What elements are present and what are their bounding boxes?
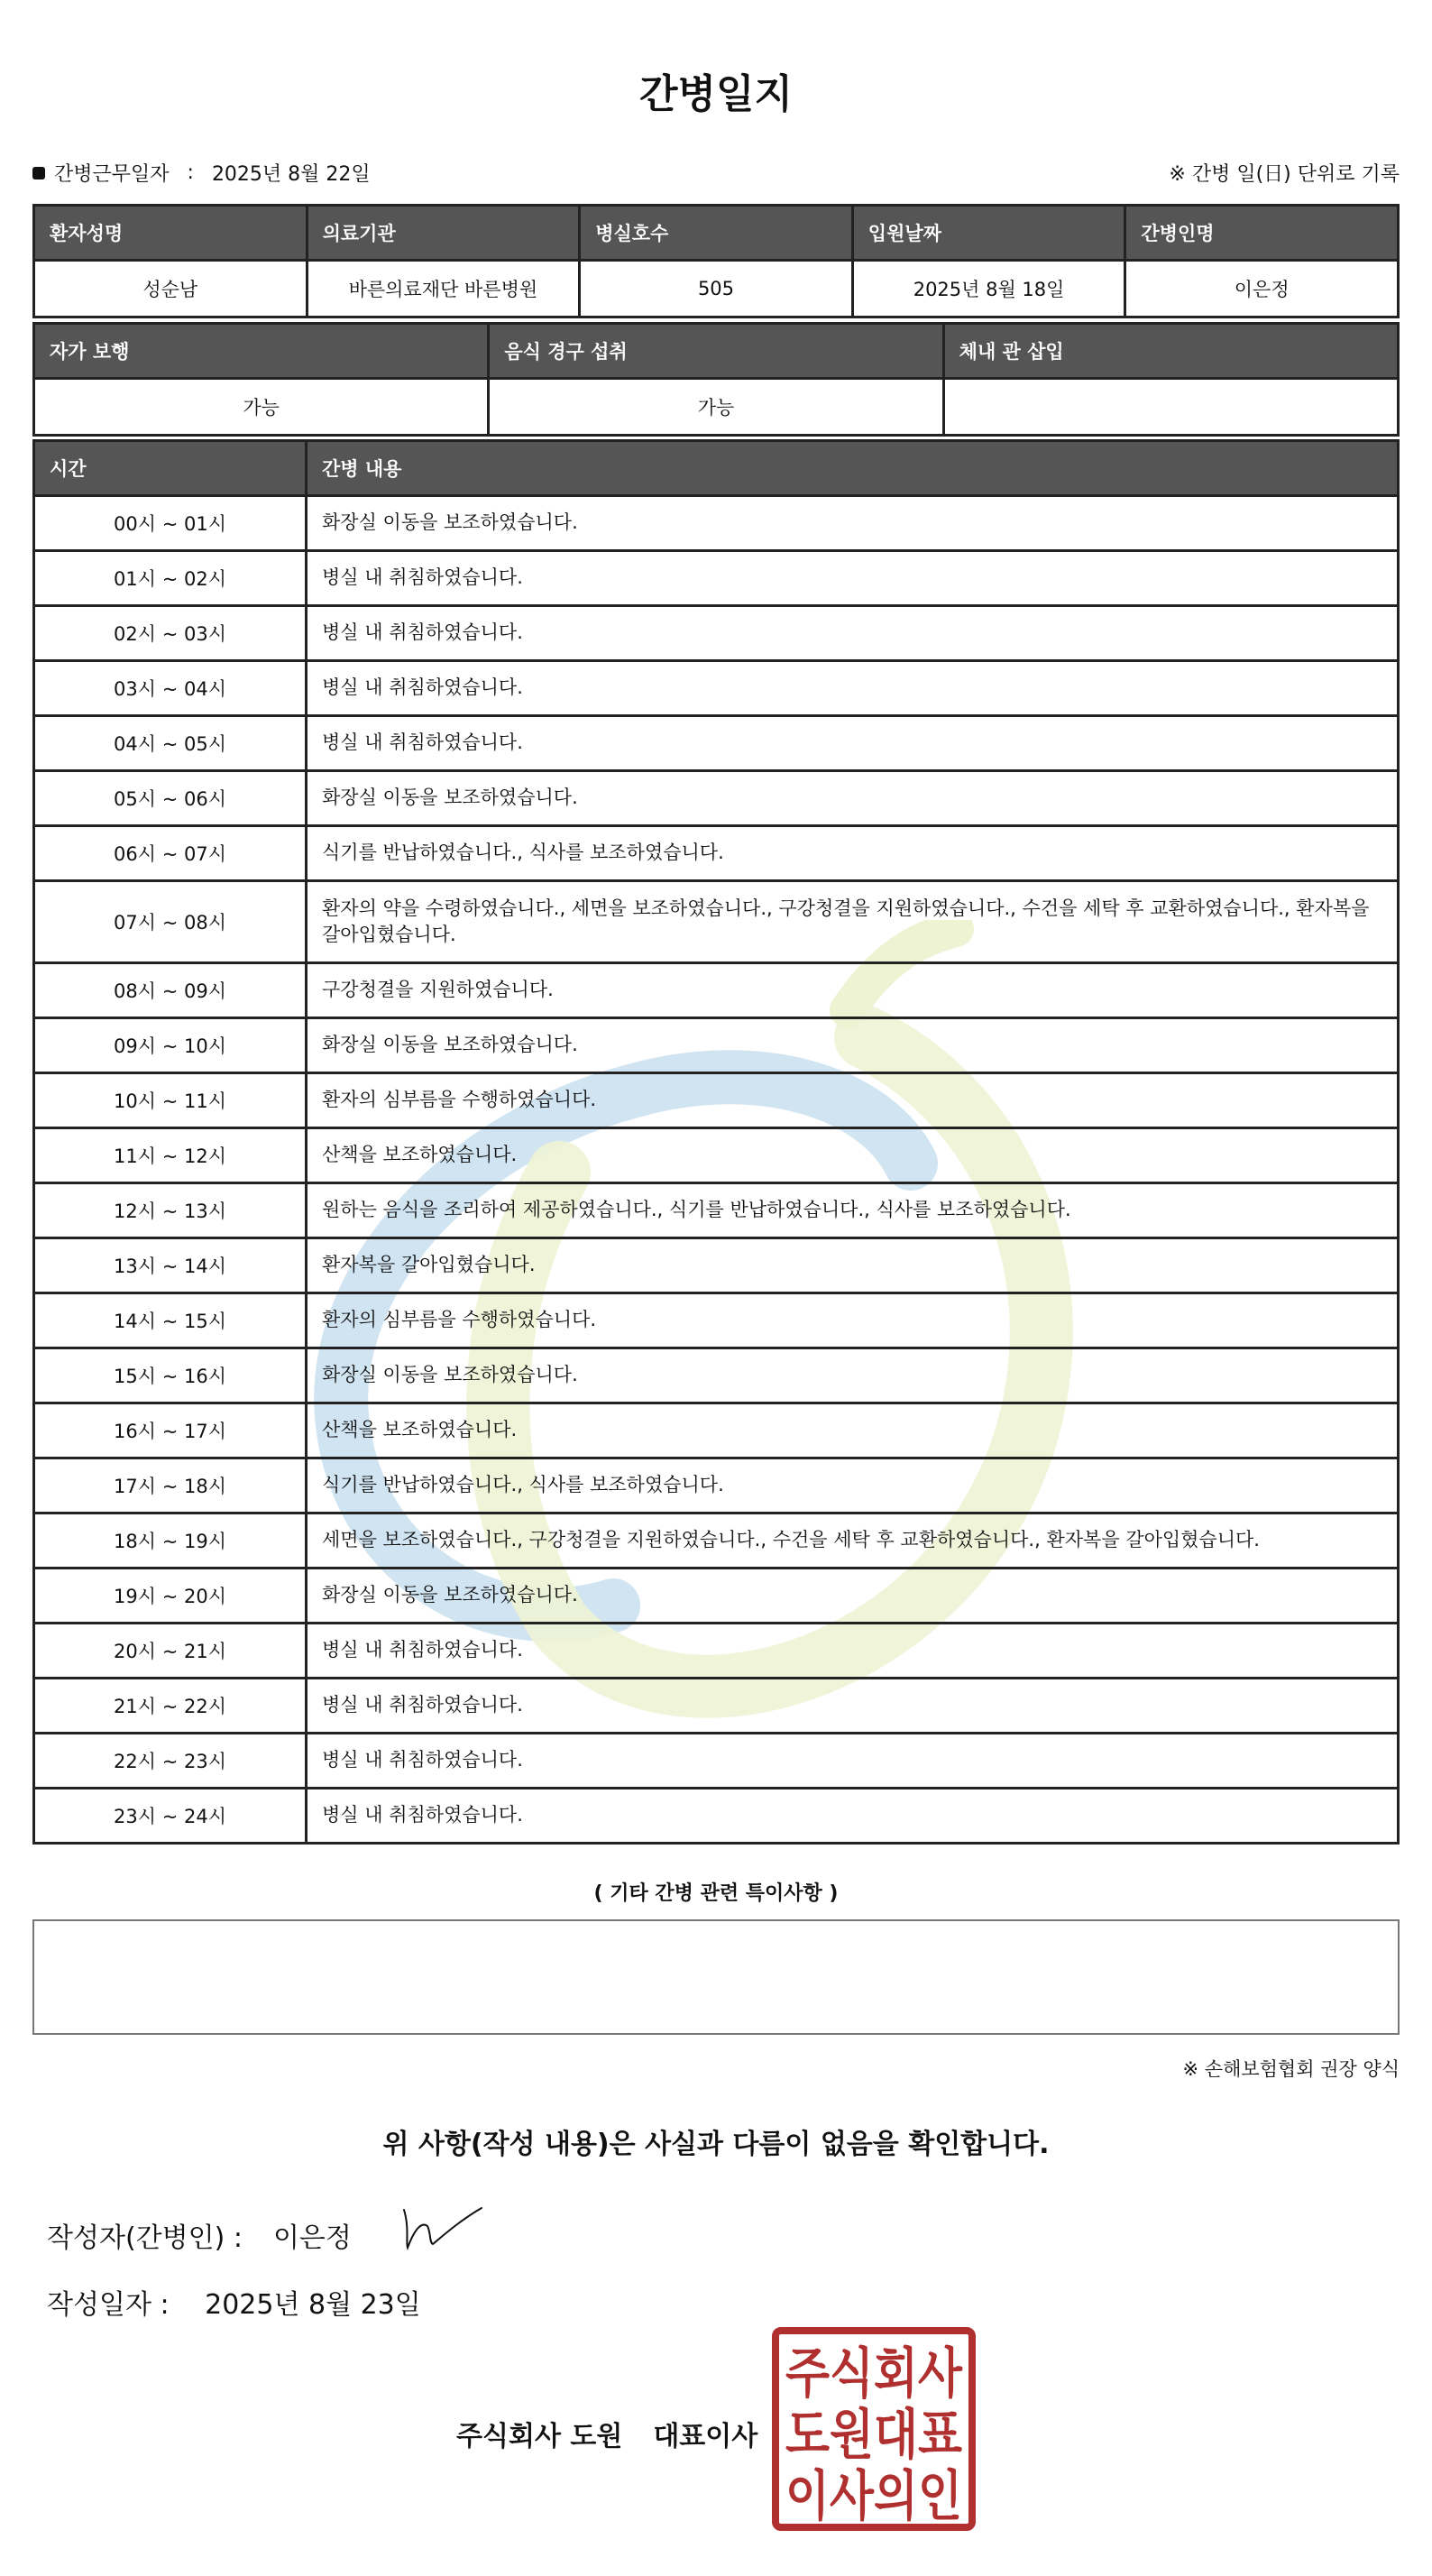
log-time-cell: 23시 ~ 24시 [34,1789,307,1844]
log-time-cell: 21시 ~ 22시 [34,1679,307,1734]
table-row [34,771,1399,826]
table-row [34,826,1399,881]
write-date-label: 작성일자 : [47,2289,170,2321]
log-content-cell: 병실 내 취침하였습니다. [307,1789,1399,1844]
record-note: ※ 간병 일(日) 단위로 기록 [1169,163,1400,186]
log-time-cell: 18시 ~ 19시 [34,1513,307,1569]
care-log-body [34,496,1399,1844]
room-number: 505 [580,261,853,317]
table-row [34,1403,1399,1458]
log-time-cell: 04시 ~ 05시 [34,716,307,771]
log-time-cell: 09시 ~ 10시 [34,1018,307,1073]
care-log-table [32,439,1400,1845]
log-content-cell: 병실 내 취침하였습니다. [307,1679,1399,1734]
table-row [34,551,1399,606]
log-time-cell: 13시 ~ 14시 [34,1238,307,1293]
table-row [34,1513,1399,1569]
header-care-content: 간병 내용 [307,441,1399,496]
hospital-name: 바른의료재단 바른병원 [307,261,580,317]
table-row [34,716,1399,771]
table-row [34,661,1399,716]
log-time-cell: 06시 ~ 07시 [34,826,307,881]
table-row [34,1073,1399,1128]
log-content-cell: 산책을 보조하였습니다. [307,1128,1399,1183]
log-content-cell: 식기를 반납하였습니다., 식사를 보조하였습니다. [307,1458,1399,1513]
log-content-cell: 구강청결을 지원하였습니다. [307,963,1399,1018]
work-date-label: 간병근무일자 [54,163,170,186]
log-time-cell: 16시 ~ 17시 [34,1403,307,1458]
table-row [34,1348,1399,1403]
log-time-cell: 08시 ~ 09시 [34,963,307,1018]
oral-intake-value: 가능 [489,379,943,436]
table-row [34,1238,1399,1293]
log-content-cell: 병실 내 취침하였습니다. [307,551,1399,606]
notes-title: ( 기타 간병 관련 특이사항 ) [593,1882,839,1905]
write-date-row [47,2282,421,2322]
signature-icon [397,2201,487,2251]
caregiver-name: 이은정 [1125,261,1399,317]
self-walking-value: 가능 [34,379,489,436]
writer-row [47,2215,352,2255]
svg-text:이사의인: 이사의인 [785,2465,962,2528]
table-row [34,606,1399,661]
table-header-row [34,206,1399,261]
log-content-cell: 화장실 이동을 보조하였습니다. [307,1348,1399,1403]
writer-name: 이은정 [272,2222,352,2254]
write-date-value: 2025년 8월 23일 [205,2289,421,2321]
log-content-cell: 화장실 이동을 보조하였습니다. [307,1569,1399,1624]
log-content-cell: 화장실 이동을 보조하였습니다. [307,496,1399,551]
log-content-cell: 병실 내 취침하였습니다. [307,1624,1399,1679]
log-content-cell: 환자의 심부름을 수행하였습니다. [307,1293,1399,1348]
header-room: 병실호수 [580,206,853,261]
patient-status-table [32,322,1400,437]
header-tube-insertion: 체내 관 삽입 [943,324,1398,379]
table-row [34,1293,1399,1348]
svg-text:주식회사: 주식회사 [785,2342,963,2406]
confirmation-statement: 위 사항(작성 내용)은 사실과 다름이 없음을 확인합니다. [382,2129,1050,2160]
representative-title: 대표이사 [653,2421,758,2452]
log-content-cell: 환자의 심부름을 수행하였습니다. [307,1073,1399,1128]
log-time-cell: 12시 ~ 13시 [34,1183,307,1238]
patient-name: 성순남 [34,261,308,317]
log-time-cell: 20시 ~ 21시 [34,1624,307,1679]
log-content-cell: 병실 내 취침하였습니다. [307,1734,1399,1789]
header-self-walking: 자가 보행 [34,324,489,379]
admission-date: 2025년 8월 18일 [852,261,1125,317]
table-header-row [34,441,1399,496]
svg-text:도원대표: 도원대표 [785,2404,963,2467]
square-bullet-icon [32,167,45,179]
tube-insertion-value [943,379,1398,436]
log-time-cell: 07시 ~ 08시 [34,881,307,963]
log-content-cell: 병실 내 취침하였습니다. [307,716,1399,771]
table-row [34,1458,1399,1513]
table-row [34,1624,1399,1679]
work-date-separator: : [187,161,194,184]
header-patient-name: 환자성명 [34,206,308,261]
work-date-value: 2025년 8월 22일 [211,163,371,186]
log-time-cell: 14시 ~ 15시 [34,1293,307,1348]
log-content-cell: 세면을 보조하였습니다., 구강청결을 지원하였습니다., 수건을 세탁 후 교환하였습니다., 환자복을 갈아입혔습니다. [307,1513,1399,1569]
table-row [34,379,1399,436]
log-content-cell: 식기를 반납하였습니다., 식사를 보조하였습니다. [307,826,1399,881]
header-admission-date: 입원날짜 [852,206,1125,261]
work-date [32,159,371,187]
table-row [34,1018,1399,1073]
log-content-cell: 원하는 음식을 조리하여 제공하였습니다., 식기를 반납하였습니다., 식사를 보조하였습니다. [307,1183,1399,1238]
log-content-cell: 환자복을 갈아입혔습니다. [307,1238,1399,1293]
log-content-cell: 화장실 이동을 보조하였습니다. [307,771,1399,826]
log-time-cell: 15시 ~ 16시 [34,1348,307,1403]
header-oral-intake: 음식 경구 섭취 [489,324,943,379]
log-time-cell: 01시 ~ 02시 [34,551,307,606]
table-row [34,1789,1399,1844]
log-time-cell: 03시 ~ 04시 [34,661,307,716]
table-row [34,1183,1399,1238]
log-time-cell: 22시 ~ 23시 [34,1734,307,1789]
company-name: 주식회사 도원 [456,2421,623,2452]
table-row [34,963,1399,1018]
log-time-cell: 17시 ~ 18시 [34,1458,307,1513]
writer-label: 작성자(간병인) : [47,2222,243,2254]
header-time: 시간 [34,441,307,496]
special-notes-box [32,1919,1400,2035]
recommend-note: ※ 손해보험협회 권장 양식 [1182,2058,1400,2080]
log-content-cell: 병실 내 취침하였습니다. [307,661,1399,716]
log-time-cell: 19시 ~ 20시 [34,1569,307,1624]
table-row [34,1679,1399,1734]
log-time-cell: 05시 ~ 06시 [34,771,307,826]
table-header-row [34,324,1399,379]
header-caregiver: 간병인명 [1125,206,1399,261]
company-line [456,2414,757,2453]
log-content-cell: 화장실 이동을 보조하였습니다. [307,1018,1399,1073]
meta-row [32,159,1400,191]
company-seal-icon [772,2327,976,2531]
table-row [34,881,1399,963]
log-time-cell: 11시 ~ 12시 [34,1128,307,1183]
log-content-cell: 병실 내 취침하였습니다. [307,606,1399,661]
log-time-cell: 00시 ~ 01시 [34,496,307,551]
table-row [34,261,1399,317]
page-title: 간병일지 [638,71,793,117]
table-row [34,1569,1399,1624]
log-time-cell: 02시 ~ 03시 [34,606,307,661]
table-row [34,496,1399,551]
patient-info-table [32,204,1400,318]
header-hospital: 의료기관 [307,206,580,261]
log-content-cell: 환자의 약을 수령하였습니다., 세면을 보조하였습니다., 구강청결을 지원하였습니다., 수건을 세탁 후 교환하였습니다., 환자복을 갈아입혔습니다. [307,881,1399,963]
table-row [34,1734,1399,1789]
log-content-cell: 산책을 보조하였습니다. [307,1403,1399,1458]
log-time-cell: 10시 ~ 11시 [34,1073,307,1128]
table-row [34,1128,1399,1183]
